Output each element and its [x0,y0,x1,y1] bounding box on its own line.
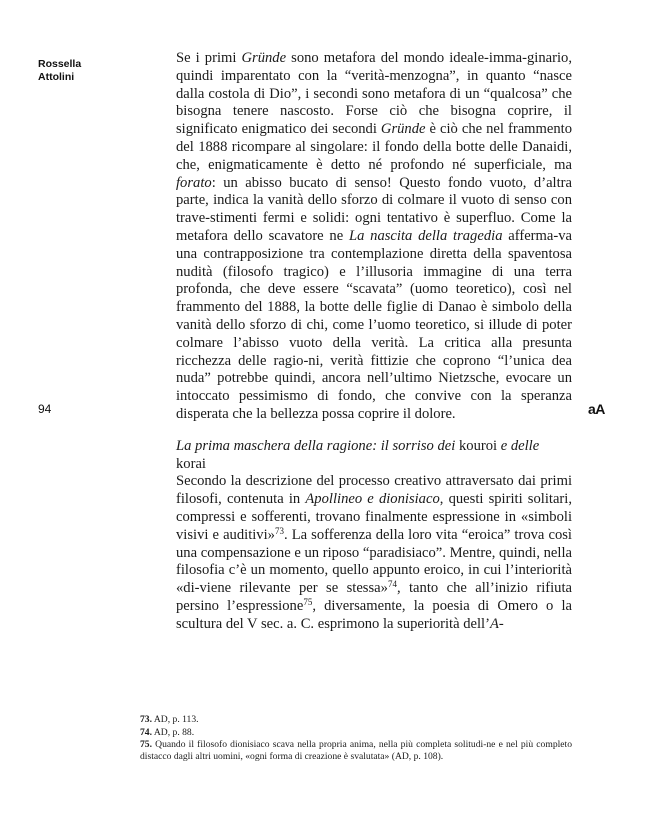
text-span: . La sofferenza della loro vita “eroica” trova così una compensazione e un riposo “paradisiaco”. Mentre, quindi, nella filosofia c’è un momento, quello appunto eroico, in cui l’interiorità «di-viene rilevante per se stessa» [176,526,572,597]
footnote-text: Quando il filosofo dionisiaco scava nella propria anima, nella più completa solitudi-ne e nel più completo distacco dagli altri uomini, «ogni forma di creazione è svalutata» (AD, p. 108). [140,739,572,762]
paragraph-1 [176,50,572,424]
text-span: , tanto che all’inizio rifiuta persino l’espressione [176,580,572,614]
footnote-number: 73. [140,714,152,725]
footnotes [140,714,572,763]
italic-term: forato [176,174,212,191]
author-first-name: Rossella [38,58,82,70]
heading-italic: La prima maschera della ragione: il sorriso dei [176,437,459,454]
text-span: Secondo la descrizione del processo creativo attraversato dai primi filosofi, contenuta in [176,473,572,508]
heading-roman: kouroi [458,437,498,454]
text-span: : un abisso bucato di senso! Questo fondo vuoto, d’altra parte, indica la vanità dello sforzo di colmare il vuoto di senso con trave-stimenti fermi e solidi: ogni tentativo è superfluo. Come la metafora dello scavatore ne [176,174,572,244]
footnote-ref[interactable]: 73 [274,525,284,536]
italic-term: A- [489,615,504,632]
section-heading [176,438,572,474]
italic-title: Apollineo e dionisiaco [305,491,440,508]
footnote-ref[interactable]: 75 [303,596,313,607]
footnote [140,714,572,726]
text-span: è ciò che nel frammento del 1888 ricompare al singolare: il fondo della botte delle Danaidi, che, enigmaticamente è detto né profondo né superficiale, ma [176,121,573,173]
page-number: 94 [38,402,52,416]
text-span: , questi spiriti solitari, compressi e sofferenti, trovano finalmente espressione in «simboli visivi e auditivi» [176,491,572,543]
text-span: afferma-va una contrapposizione tra contemplazione diretta della spaventosa nudità (filosofo tragico) e l’illusoria immagine di una terra profonda, che deve essere “scavata” (uomo teoretico), così nel frammento del 1888, la botte delle figlie di Danao è simbolo della vanità dello sforzo di chi, come l’uomo teoretico, si illude di poter colmare l’abisso vuoto della verità. La critica alla presunta ricchezza delle ragio-ni, verità fittizie che coprono “l’unica dea nuda” potrebbe quindi, ancora nell’ultimo Nietzsche, evocare un intoccato pessimismo di fondo, che convive con la speranza disperata che la bellezza possa coprire il dolore. [176,227,572,422]
author-last-name: Attolini [38,71,75,83]
italic-title: La nascita della tragedia [348,227,503,244]
text-span: sono metafora del mondo ideale-imma-ginario, quindi imparentato con la “verità-menzogna”, in quanto “nasce dalla costola di Dio”, i secondi sono metafora di un “qualcosa” che bisogna tenere nascosto. Forse ciò che bisogna coprire, il significato enigmatico dei secondi [176,50,572,138]
paragraph-2 [176,473,572,633]
main-text-column [176,50,572,634]
footnote-number: 74. [140,726,152,738]
italic-term: Gründe [241,50,287,66]
text-span: Se i primi [176,50,242,66]
text-span: , diversamente, la poesia di Omero o la scultura del V sec. a. C. esprimono la superiorità dell’ [176,597,572,632]
footnote-text: AD, p. 113. [152,714,199,725]
journal-logo: aA [588,401,605,417]
heading-roman: korai [176,455,206,472]
italic-term: Gründe [380,121,426,138]
running-author [38,58,81,84]
footnote-text: AD, p. 88. [152,726,195,738]
heading-italic: e delle [497,437,540,454]
footnote-ref[interactable]: 74 [387,579,397,590]
footnote [140,727,572,739]
footnote-number: 75. [140,739,152,751]
footnote [140,739,572,762]
